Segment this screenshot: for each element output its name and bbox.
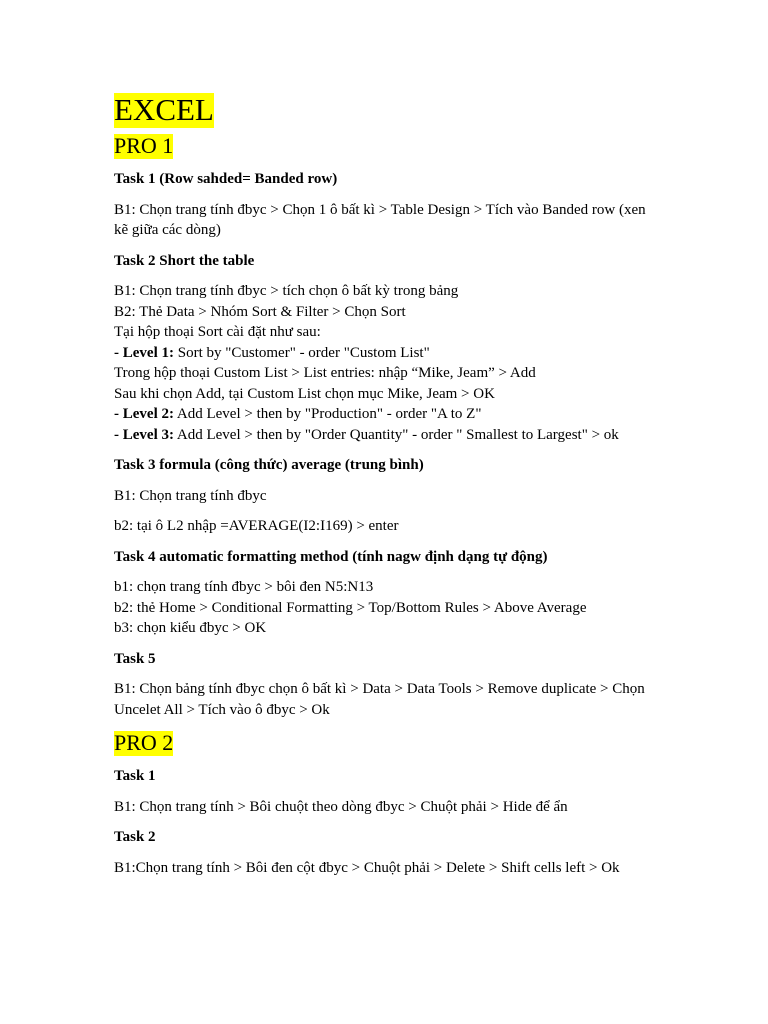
pro1-task4-body — [114, 577, 659, 639]
pro1-task2-step1: B1: Chọn trang tính đbyc > tích chọn ô bất kỳ trong bảng — [114, 283, 459, 299]
level3-text: Add Level > then by "Order Quantity" - order " Smallest to Largest" > ok — [173, 426, 619, 443]
pro1-task1-title: Task 1 (Row sahded= Banded row) — [114, 171, 338, 187]
document-page — [114, 92, 659, 888]
pro1-task2-custom-list-2: Sau khi chọn Add, tại Custom List chọn mục Mike, Jeam > OK — [114, 385, 495, 402]
pro2-task2-title: Task 2 — [114, 829, 156, 845]
pro1-task2-custom-list-1: Trong hộp thoại Custom List > List entries: nhập “Mike, Jeam” > Add — [114, 365, 536, 381]
pro1-task2-body — [114, 281, 659, 445]
pro1-task3-step2: b2: tại ô L2 nhập =AVERAGE(I2:I169) > enter — [114, 518, 399, 534]
level2-label: - Level 2: — [114, 406, 174, 422]
level1-text: Sort by "Customer" - order "Custom List" — [173, 344, 430, 361]
pro1-task2-step2: B2: Thẻ Data > Nhóm Sort & Filter > Chọn Sort — [114, 303, 406, 320]
pro2-task2-text: B1:Chọn trang tính > Bôi đen cột đbyc > Chuột phải > Delete > Shift cells left > Ok — [114, 859, 620, 876]
pro1-task2-level1 — [114, 343, 659, 364]
document-title-block — [114, 92, 659, 128]
pro1-task2-sort-intro: Tại hộp thoại Sort cài đặt như sau: — [114, 324, 321, 340]
level1-label: - Level 1: — [114, 344, 174, 361]
pro2-task1-text: B1: Chọn trang tính > Bôi chuột theo dòng đbyc > Chuột phải > Hide để ẩn — [114, 798, 568, 815]
pro1-task3-title: Task 3 formula (công thức) average (trung bình) — [114, 457, 424, 473]
pro1-task5-title: Task 5 — [114, 650, 156, 667]
pro1-task4-step2: b2: thẻ Home > Conditional Formatting > Top/Bottom Rules > Above Average — [114, 599, 587, 616]
pro1-task2-level3 — [114, 425, 659, 446]
pro2-heading: PRO 2 — [114, 730, 174, 755]
level2-text: Add Level > then by "Production" - order "A to Z" — [173, 406, 482, 422]
pro1-task4-step3: b3: chọn kiểu đbyc > OK — [114, 620, 267, 636]
pro1-task3-step1: B1: Chọn trang tính đbyc — [114, 487, 267, 504]
pro1-heading-block — [114, 133, 659, 159]
level3-label: - Level 3: — [114, 426, 174, 443]
pro1-heading: PRO 1 — [114, 133, 174, 158]
pro2-task1-title: Task 1 — [114, 768, 156, 784]
pro1-task2-title: Task 2 Short the table — [114, 252, 255, 269]
pro1-task2-level2 — [114, 404, 659, 425]
pro1-task5-text: B1: Chọn bảng tính đbyc chọn ô bất kì > Data > Data Tools > Remove duplicate > Chọn Uncelet All > Tích vào ô đbyc > Ok — [114, 681, 645, 718]
pro1-task4-title: Task 4 automatic formatting method (tính nagw định dạng tự động) — [114, 548, 548, 565]
document-title: EXCEL — [114, 92, 214, 127]
pro2-heading-block — [114, 730, 659, 756]
pro1-task4-step1: b1: chọn trang tính đbyc > bôi đen N5:N13 — [114, 579, 374, 595]
pro1-task1-text: B1: Chọn trang tính đbyc > Chọn 1 ô bất kì > Table Design > Tích vào Banded row (xen kẽ giữa các dòng) — [114, 201, 646, 238]
